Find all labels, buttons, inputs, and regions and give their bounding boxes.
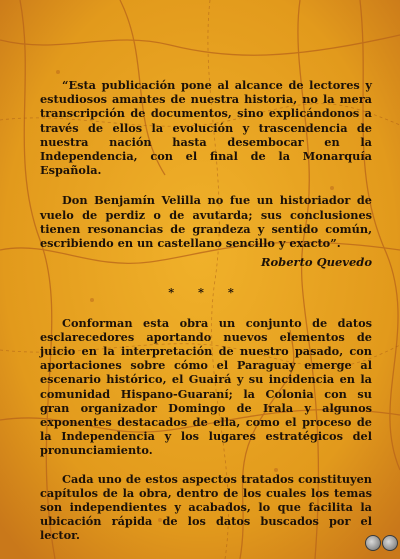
seal-icon (365, 535, 381, 551)
quote-author: Roberto Quevedo (260, 255, 372, 270)
quote-paragraph-1: “Esta publicación pone al alcance de lectores y estudiosos amantes de nuestra historia, no la mera transcripción de documentos, sino explicándonos a través de ellos la evolución y trascendencia de nuestra nación hasta desembocar en la Independencia, con el final de la Monarquía Española. (40, 78, 372, 178)
seal-icon (382, 535, 398, 551)
body-paragraph-1: Conforman esta obra un conjunto de datos esclarecedores aportando nuevos elementos de juicio en la interpretación de nuestro pasado, con aportaciones sobre cómo el Paraguay emerge al escenario histórico, el Guairá y su incidencia en la comunidad Hispano-Guaraní; la Colonia con su gran organizador Domingo de Irala y algunos exponentes destacados de ella, como el proceso de la Independencia y los lugares estratégicos del pronunciamiento. (40, 315, 372, 458)
text-block (40, 78, 372, 543)
section-separator: * * * (168, 285, 244, 300)
body-paragraph-2: Cada uno de estos aspectos tratados constituyen capítulos de la obra, dentro de los cuales los temas son independientes y acabados, lo que facilita la ubicación rápida de los datos buscados por el lector. (40, 471, 372, 543)
quote-paragraph-2: Don Benjamín Velilla no fue un historiador de vuelo de perdiz o de avutarda; sus conclusiones tienen resonancias de grandeza y sentido común, escribiendo en un castellano sencillo y exacto”. (40, 193, 372, 251)
